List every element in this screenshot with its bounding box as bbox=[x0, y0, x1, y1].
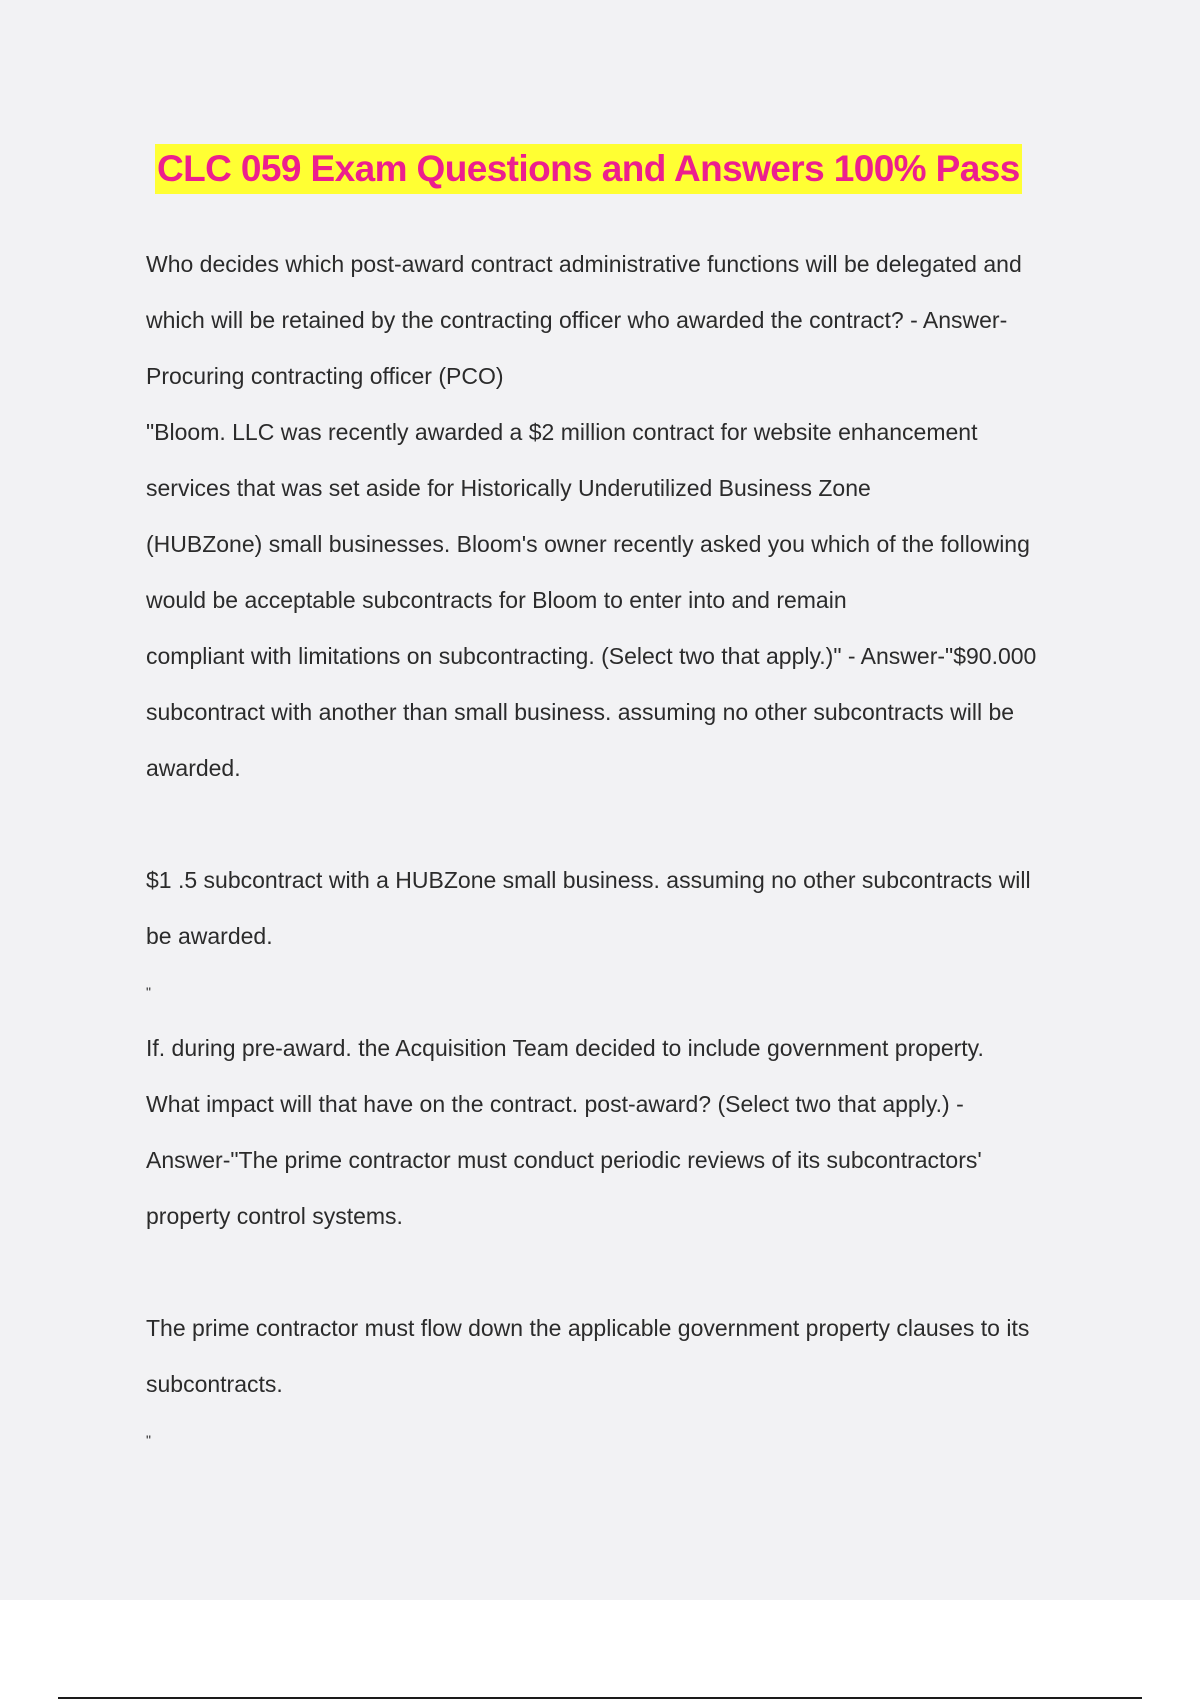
text-line: subcontract with another than small business. assuming no other subcontracts will be bbox=[146, 699, 1015, 725]
text-line: The prime contractor must flow down the applicable government property clauses to its bbox=[146, 1315, 1030, 1341]
text-line: property control systems. bbox=[146, 1203, 403, 1229]
document-title: CLC 059 Exam Questions and Answers 100% Pass bbox=[157, 148, 1020, 189]
text-line: What impact will that have on the contract. post-award? (Select two that apply.) - bbox=[146, 1091, 964, 1117]
text-line: Procuring contracting officer (PCO) bbox=[146, 363, 504, 389]
text-line: subcontracts. bbox=[146, 1371, 283, 1397]
blank-line bbox=[146, 1244, 1096, 1300]
text-line: compliant with limitations on subcontracting. (Select two that apply.)" - Answer-"$90.000 bbox=[146, 643, 1037, 669]
text-line: be awarded. bbox=[146, 923, 273, 949]
text-line: "Bloom. LLC was recently awarded a $2 million contract for website enhancement bbox=[146, 419, 978, 445]
document-body bbox=[146, 236, 1096, 1468]
text-line: $1 .5 subcontract with a HUBZone small business. assuming no other subcontracts will bbox=[146, 867, 1031, 893]
blank-line bbox=[146, 796, 1096, 852]
text-line: which will be retained by the contracting officer who awarded the contract? - Answer- bbox=[146, 307, 1008, 333]
text-line: would be acceptable subcontracts for Bloom to enter into and remain bbox=[146, 587, 847, 613]
footer-divider bbox=[58, 1697, 1142, 1699]
text-line: Answer-"The prime contractor must conduct periodic reviews of its subcontractors' bbox=[146, 1147, 982, 1173]
text-line: If. during pre-award. the Acquisition Team decided to include government property. bbox=[146, 1035, 984, 1061]
text-line: Who decides which post-award contract administrative functions will be delegated and bbox=[146, 251, 1022, 277]
title-highlight bbox=[155, 144, 1022, 194]
closing-quote: " bbox=[146, 1432, 151, 1448]
text-line: services that was set aside for Historically Underutilized Business Zone bbox=[146, 475, 871, 501]
text-line: awarded. bbox=[146, 755, 241, 781]
closing-quote: " bbox=[146, 984, 151, 1000]
text-line: (HUBZone) small businesses. Bloom's owner recently asked you which of the following bbox=[146, 531, 1030, 557]
